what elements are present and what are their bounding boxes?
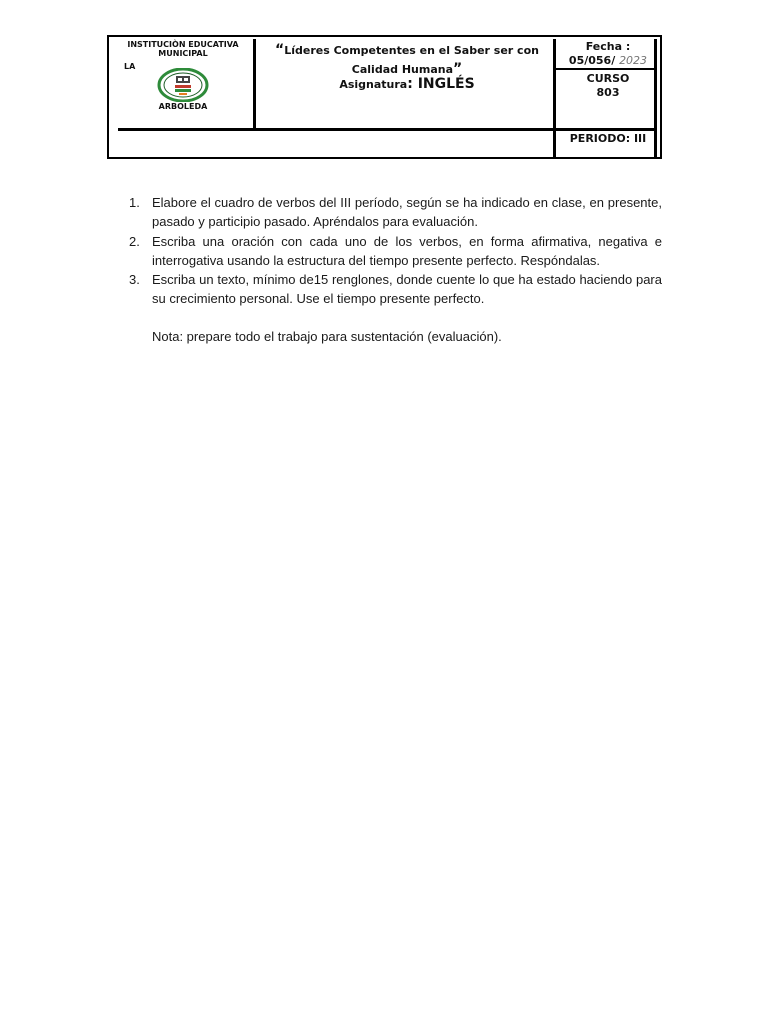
subject-value: INGLÉS	[417, 76, 475, 92]
school-crest-icon	[157, 68, 209, 102]
list-item-number: 3.	[129, 272, 140, 288]
motto-close-quote: ”	[453, 61, 463, 77]
course-value: 803	[596, 86, 620, 99]
list-item-text: Escriba un texto, mínimo de15 renglones, donde cuente lo que ha estado haciendo para su crecimiento personal. Use el tiempo presente perfecto.	[152, 272, 662, 307]
header-divider-left	[253, 39, 256, 130]
date-value-year: 2023	[619, 54, 648, 67]
date-value	[560, 55, 656, 68]
list-item-text: Elabore el cuadro de verbos del III período, según se ha indicado en clase, en presente, pasado y participio pasado. Apréndalos para evaluación.	[152, 195, 662, 230]
list-item-number: 1.	[129, 195, 140, 210]
date-value-prefix: 05/056/	[568, 54, 620, 67]
institution-prefix: LA	[124, 62, 136, 71]
motto-open-quote: “	[275, 42, 285, 58]
period: PERIODO: III	[569, 132, 647, 145]
list-item	[125, 270, 662, 309]
motto	[262, 41, 552, 79]
subject	[262, 76, 552, 92]
note: Nota: prepare todo el trabajo para sustentación (evaluación).	[152, 329, 502, 344]
instructions-list	[125, 193, 662, 309]
course-label: CURSO	[586, 72, 630, 85]
header-rule-date	[556, 68, 654, 70]
header-divider-right	[553, 39, 556, 157]
list-item-number: 2.	[129, 233, 140, 249]
subject-label: Asignatura	[339, 78, 408, 91]
date-label: Fecha :	[585, 40, 631, 53]
list-item-text: Escriba una oración con cada uno de los verbos, en forma afirmativa, negativa e interrogativa usando la estructura del tiempo presente perfecto. Respóndalas.	[152, 233, 662, 268]
subject-colon: :	[407, 76, 418, 92]
institution-name: INSTITUCIÒN EDUCATIVA MUNICIPAL	[127, 40, 239, 59]
header-rule-middle	[118, 128, 656, 131]
motto-text: Líderes Competentes en el Saber ser con Calidad Humana	[284, 44, 539, 76]
institution-suffix: ARBOLEDA	[158, 102, 208, 111]
list-item	[125, 193, 662, 232]
list-item	[125, 232, 662, 271]
